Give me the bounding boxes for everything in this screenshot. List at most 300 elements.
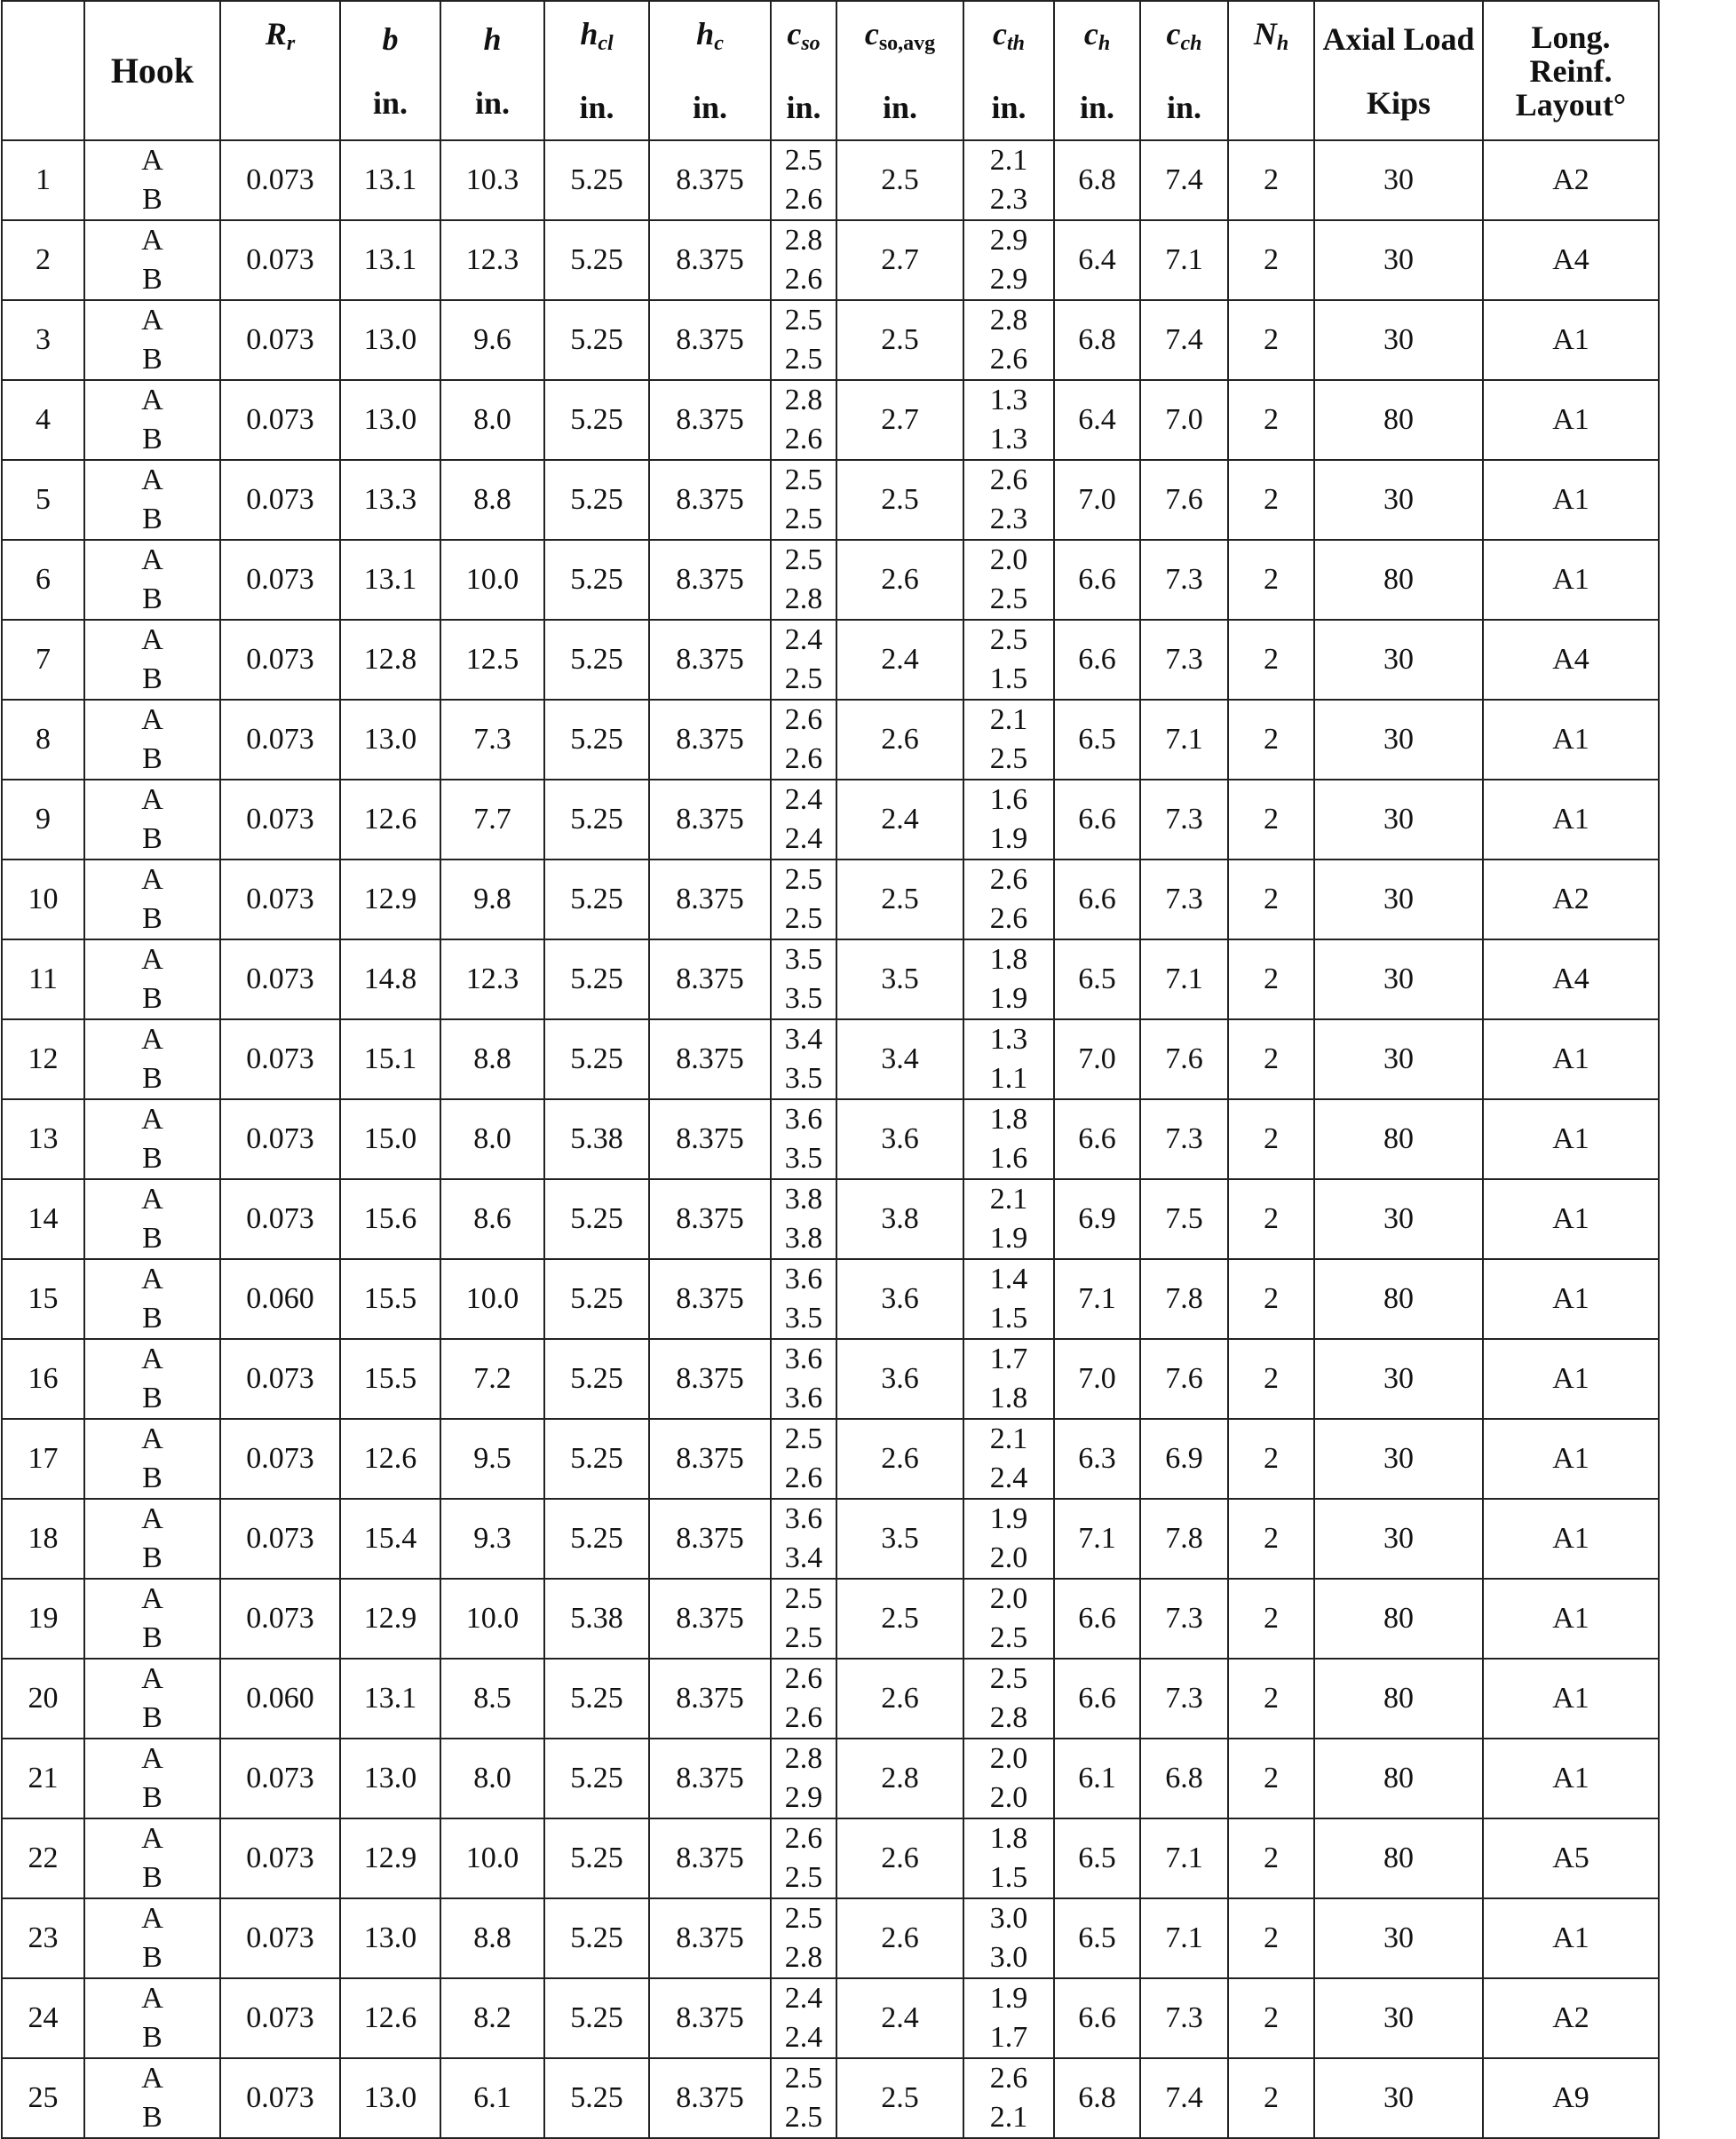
table-row bbox=[2, 1659, 1659, 1739]
cso-avg-value: 2.7 bbox=[836, 220, 963, 300]
cth-value-line: 1.7 bbox=[989, 1343, 1028, 1375]
layout-value: A9 bbox=[1483, 2058, 1659, 2138]
cso-value-line: 3.5 bbox=[784, 1302, 823, 1335]
axial-load-value: 80 bbox=[1314, 1739, 1483, 1818]
ch-value: 7.1 bbox=[1054, 1259, 1140, 1339]
hook-label-line: B bbox=[142, 2101, 163, 2134]
hook-labels bbox=[84, 140, 220, 220]
rr-value: 0.073 bbox=[220, 1179, 340, 1259]
hook-labels bbox=[84, 860, 220, 939]
hook-label-line: B bbox=[142, 1701, 163, 1734]
hook-label-line: B bbox=[142, 1541, 163, 1574]
cso-values bbox=[771, 1739, 836, 1818]
cso-value-line: 2.4 bbox=[784, 783, 823, 816]
b-value: 13.1 bbox=[340, 220, 440, 300]
h-value: 12.3 bbox=[440, 939, 544, 1019]
specimen-number: 17 bbox=[2, 1419, 84, 1499]
b-value: 12.6 bbox=[340, 1978, 440, 2058]
header-index bbox=[2, 1, 84, 140]
h-value: 9.6 bbox=[440, 300, 544, 380]
hook-labels bbox=[84, 1019, 220, 1099]
table-row bbox=[2, 140, 1659, 220]
cth-value-line: 2.8 bbox=[989, 304, 1028, 337]
table-body bbox=[2, 140, 1659, 2138]
cth-value-line: 1.9 bbox=[989, 1502, 1028, 1535]
header-rr: $R_r$ bbox=[220, 1, 340, 140]
table-row bbox=[2, 540, 1659, 620]
hook-labels bbox=[84, 1339, 220, 1419]
cso-value-line: 3.5 bbox=[784, 943, 823, 976]
cso-values bbox=[771, 1818, 836, 1898]
specimen-table bbox=[1, 0, 1660, 2139]
cch-value: 7.3 bbox=[1140, 860, 1228, 939]
cth-value-line: 2.5 bbox=[989, 742, 1028, 775]
h-value: 9.8 bbox=[440, 860, 544, 939]
cso-values bbox=[771, 1099, 836, 1179]
header-ch: $c_h$ in. bbox=[1054, 1, 1140, 140]
layout-value: A2 bbox=[1483, 1978, 1659, 2058]
cso-value-line: 2.4 bbox=[784, 1982, 823, 2015]
specimen-number: 5 bbox=[2, 460, 84, 540]
nh-value: 2 bbox=[1228, 780, 1314, 860]
cso-value-line: 2.5 bbox=[784, 543, 823, 576]
hook-label-line: A bbox=[141, 1023, 163, 1056]
cso-avg-value: 2.7 bbox=[836, 380, 963, 460]
cth-value-line: 1.4 bbox=[989, 1263, 1028, 1295]
axial-load-value: 30 bbox=[1314, 2058, 1483, 2138]
hcl-value: 5.25 bbox=[544, 220, 649, 300]
hook-labels bbox=[84, 1179, 220, 1259]
cso-avg-value: 2.5 bbox=[836, 1579, 963, 1659]
cso-value-line: 2.5 bbox=[784, 1861, 823, 1894]
table-row bbox=[2, 939, 1659, 1019]
cth-values bbox=[963, 1818, 1054, 1898]
hook-label-line: B bbox=[142, 902, 163, 935]
hook-label-line: B bbox=[142, 1462, 163, 1494]
rr-value: 0.073 bbox=[220, 2058, 340, 2138]
cth-value-line: 2.4 bbox=[989, 1462, 1028, 1494]
cso-values bbox=[771, 540, 836, 620]
cch-value: 7.5 bbox=[1140, 1179, 1228, 1259]
rr-value: 0.073 bbox=[220, 939, 340, 1019]
hc-value: 8.375 bbox=[649, 1978, 771, 2058]
cth-value-line: 1.8 bbox=[989, 1822, 1028, 1855]
h-value: 8.0 bbox=[440, 1739, 544, 1818]
hook-label-line: A bbox=[141, 1502, 163, 1535]
cch-value: 7.4 bbox=[1140, 300, 1228, 380]
nh-value: 2 bbox=[1228, 1579, 1314, 1659]
ch-value: 6.6 bbox=[1054, 780, 1140, 860]
layout-value: A2 bbox=[1483, 860, 1659, 939]
hook-label-line: B bbox=[142, 1062, 163, 1095]
axial-load-value: 30 bbox=[1314, 780, 1483, 860]
header-cso: $c_{so}$ in. bbox=[771, 1, 836, 140]
cso-value-line: 2.5 bbox=[784, 863, 823, 896]
b-value: 13.3 bbox=[340, 460, 440, 540]
hcl-value: 5.25 bbox=[544, 1339, 649, 1419]
hook-labels bbox=[84, 1419, 220, 1499]
cso-avg-value: 3.8 bbox=[836, 1179, 963, 1259]
cso-values bbox=[771, 1339, 836, 1419]
cso-avg-value: 2.5 bbox=[836, 2058, 963, 2138]
cth-value-line: 2.9 bbox=[989, 224, 1028, 257]
cth-values bbox=[963, 1499, 1054, 1579]
header-axial-load: Axial Load Kips bbox=[1314, 1, 1483, 140]
cth-values bbox=[963, 460, 1054, 540]
cso-values bbox=[771, 220, 836, 300]
cso-avg-value: 2.4 bbox=[836, 780, 963, 860]
hook-label-line: A bbox=[141, 863, 163, 896]
table-row bbox=[2, 1019, 1659, 1099]
axial-load-value: 80 bbox=[1314, 1259, 1483, 1339]
cch-value: 6.8 bbox=[1140, 1739, 1228, 1818]
specimen-number: 7 bbox=[2, 620, 84, 700]
cth-value-line: 2.0 bbox=[989, 1781, 1028, 1814]
ch-value: 6.9 bbox=[1054, 1179, 1140, 1259]
h-value: 10.0 bbox=[440, 1259, 544, 1339]
cth-values bbox=[963, 2058, 1054, 2138]
hc-value: 8.375 bbox=[649, 1659, 771, 1739]
header-cso-avg: $c_{so,avg}$ in. bbox=[836, 1, 963, 140]
hook-label-line: B bbox=[142, 2021, 163, 2054]
cso-avg-value: 2.5 bbox=[836, 140, 963, 220]
cso-value-line: 2.6 bbox=[784, 1662, 823, 1695]
cth-values bbox=[963, 1179, 1054, 1259]
layout-value: A1 bbox=[1483, 460, 1659, 540]
ch-value: 6.8 bbox=[1054, 140, 1140, 220]
cso-value-line: 3.6 bbox=[784, 1382, 823, 1414]
hook-label-line: A bbox=[141, 1982, 163, 2015]
nh-value: 2 bbox=[1228, 540, 1314, 620]
cth-value-line: 1.3 bbox=[989, 384, 1028, 416]
cth-values bbox=[963, 700, 1054, 780]
hook-labels bbox=[84, 1499, 220, 1579]
specimen-number: 20 bbox=[2, 1659, 84, 1739]
hcl-value: 5.25 bbox=[544, 1818, 649, 1898]
hc-value: 8.375 bbox=[649, 1419, 771, 1499]
hcl-value: 5.25 bbox=[544, 1019, 649, 1099]
cso-values bbox=[771, 1019, 836, 1099]
cth-value-line: 2.8 bbox=[989, 1701, 1028, 1734]
cso-value-line: 2.5 bbox=[784, 144, 823, 177]
table-row bbox=[2, 1339, 1659, 1419]
hcl-value: 5.25 bbox=[544, 1978, 649, 2058]
rr-value: 0.073 bbox=[220, 380, 340, 460]
hc-value: 8.375 bbox=[649, 620, 771, 700]
cso-value-line: 3.6 bbox=[784, 1502, 823, 1535]
rr-value: 0.073 bbox=[220, 220, 340, 300]
cth-values bbox=[963, 540, 1054, 620]
hc-value: 8.375 bbox=[649, 380, 771, 460]
nh-value: 2 bbox=[1228, 860, 1314, 939]
cso-avg-value: 3.5 bbox=[836, 1499, 963, 1579]
ch-value: 6.1 bbox=[1054, 1739, 1140, 1818]
cso-values bbox=[771, 1898, 836, 1978]
b-value: 12.6 bbox=[340, 1419, 440, 1499]
hc-value: 8.375 bbox=[649, 700, 771, 780]
cso-avg-value: 2.6 bbox=[836, 540, 963, 620]
nh-value: 2 bbox=[1228, 300, 1314, 380]
hc-value: 8.375 bbox=[649, 1739, 771, 1818]
rr-value: 0.073 bbox=[220, 1339, 340, 1419]
ch-value: 6.6 bbox=[1054, 860, 1140, 939]
nh-value: 2 bbox=[1228, 380, 1314, 460]
cth-value-line: 3.0 bbox=[989, 1941, 1028, 1974]
cch-value: 7.1 bbox=[1140, 220, 1228, 300]
hook-label-line: A bbox=[141, 783, 163, 816]
cth-value-line: 1.5 bbox=[989, 662, 1028, 695]
cso-value-line: 3.4 bbox=[784, 1541, 823, 1574]
hook-labels bbox=[84, 2058, 220, 2138]
cch-value: 7.3 bbox=[1140, 540, 1228, 620]
hook-label-line: A bbox=[141, 463, 163, 496]
cth-value-line: 1.8 bbox=[989, 1103, 1028, 1136]
table-row bbox=[2, 1179, 1659, 1259]
cth-values bbox=[963, 1259, 1054, 1339]
hook-label-line: A bbox=[141, 1103, 163, 1136]
b-value: 15.6 bbox=[340, 1179, 440, 1259]
table-row bbox=[2, 1419, 1659, 1499]
hc-value: 8.375 bbox=[649, 1818, 771, 1898]
hcl-value: 5.25 bbox=[544, 380, 649, 460]
axial-load-value: 80 bbox=[1314, 1818, 1483, 1898]
hc-value: 8.375 bbox=[649, 1019, 771, 1099]
cch-value: 7.3 bbox=[1140, 1099, 1228, 1179]
hc-value: 8.375 bbox=[649, 2058, 771, 2138]
cth-value-line: 2.5 bbox=[989, 1662, 1028, 1695]
axial-load-value: 30 bbox=[1314, 1499, 1483, 1579]
hook-label-line: B bbox=[142, 1222, 163, 1255]
hcl-value: 5.25 bbox=[544, 1659, 649, 1739]
hook-label-line: B bbox=[142, 1621, 163, 1654]
nh-value: 2 bbox=[1228, 1419, 1314, 1499]
ch-value: 6.8 bbox=[1054, 300, 1140, 380]
hc-value: 8.375 bbox=[649, 300, 771, 380]
hcl-value: 5.38 bbox=[544, 1099, 649, 1179]
header-row bbox=[2, 1, 1659, 140]
layout-value: A1 bbox=[1483, 1499, 1659, 1579]
specimen-number: 16 bbox=[2, 1339, 84, 1419]
h-value: 6.1 bbox=[440, 2058, 544, 2138]
nh-value: 2 bbox=[1228, 220, 1314, 300]
layout-value: A1 bbox=[1483, 1739, 1659, 1818]
h-value: 7.7 bbox=[440, 780, 544, 860]
axial-load-value: 30 bbox=[1314, 1978, 1483, 2058]
hook-label-line: B bbox=[142, 183, 163, 216]
cth-values bbox=[963, 860, 1054, 939]
cth-value-line: 2.0 bbox=[989, 1541, 1028, 1574]
ch-value: 7.0 bbox=[1054, 1339, 1140, 1419]
cso-value-line: 2.5 bbox=[784, 1582, 823, 1615]
specimen-number: 11 bbox=[2, 939, 84, 1019]
cth-value-line: 1.5 bbox=[989, 1302, 1028, 1335]
cso-values bbox=[771, 700, 836, 780]
cth-value-line: 2.6 bbox=[989, 863, 1028, 896]
cso-value-line: 3.6 bbox=[784, 1103, 823, 1136]
ch-value: 6.4 bbox=[1054, 220, 1140, 300]
cth-value-line: 1.6 bbox=[989, 783, 1028, 816]
b-value: 12.9 bbox=[340, 1579, 440, 1659]
hcl-value: 5.25 bbox=[544, 780, 649, 860]
cth-values bbox=[963, 140, 1054, 220]
h-value: 10.3 bbox=[440, 140, 544, 220]
header-cch: $c_{ch}$ in. bbox=[1140, 1, 1228, 140]
cth-value-line: 1.5 bbox=[989, 1861, 1028, 1894]
cth-value-line: 2.6 bbox=[989, 2062, 1028, 2095]
cso-avg-value: 3.5 bbox=[836, 939, 963, 1019]
layout-value: A1 bbox=[1483, 700, 1659, 780]
ch-value: 6.5 bbox=[1054, 1818, 1140, 1898]
cso-value-line: 2.5 bbox=[784, 1621, 823, 1654]
cth-value-line: 1.9 bbox=[989, 982, 1028, 1015]
cth-value-line: 2.0 bbox=[989, 1582, 1028, 1615]
ch-value: 6.5 bbox=[1054, 1898, 1140, 1978]
rr-value: 0.060 bbox=[220, 1659, 340, 1739]
cth-values bbox=[963, 300, 1054, 380]
ch-value: 7.0 bbox=[1054, 460, 1140, 540]
hook-label-line: A bbox=[141, 623, 163, 656]
cth-value-line: 1.3 bbox=[989, 1023, 1028, 1056]
b-value: 13.0 bbox=[340, 300, 440, 380]
hook-labels bbox=[84, 700, 220, 780]
nh-value: 2 bbox=[1228, 700, 1314, 780]
hook-label-line: B bbox=[142, 822, 163, 855]
nh-value: 2 bbox=[1228, 1259, 1314, 1339]
specimen-number: 24 bbox=[2, 1978, 84, 2058]
hook-label-line: A bbox=[141, 1183, 163, 1216]
hook-labels bbox=[84, 620, 220, 700]
cso-value-line: 2.5 bbox=[784, 343, 823, 376]
cth-value-line: 2.6 bbox=[989, 463, 1028, 496]
hook-label-line: B bbox=[142, 982, 163, 1015]
layout-value: A1 bbox=[1483, 1019, 1659, 1099]
axial-load-value: 30 bbox=[1314, 1419, 1483, 1499]
cso-value-line: 2.5 bbox=[784, 662, 823, 695]
table-row bbox=[2, 1259, 1659, 1339]
specimen-number: 3 bbox=[2, 300, 84, 380]
table-row bbox=[2, 1579, 1659, 1659]
hcl-value: 5.25 bbox=[544, 460, 649, 540]
table-row bbox=[2, 2058, 1659, 2138]
hook-label-line: A bbox=[141, 543, 163, 576]
axial-load-value: 80 bbox=[1314, 540, 1483, 620]
cso-avg-value: 3.4 bbox=[836, 1019, 963, 1099]
hook-labels bbox=[84, 780, 220, 860]
axial-load-value: 80 bbox=[1314, 380, 1483, 460]
cso-value-line: 2.4 bbox=[784, 822, 823, 855]
cth-values bbox=[963, 1099, 1054, 1179]
header-hc: $h_c$ in. bbox=[649, 1, 771, 140]
cch-value: 7.3 bbox=[1140, 1659, 1228, 1739]
h-value: 10.0 bbox=[440, 1579, 544, 1659]
b-value: 15.0 bbox=[340, 1099, 440, 1179]
hc-value: 8.375 bbox=[649, 939, 771, 1019]
specimen-number: 6 bbox=[2, 540, 84, 620]
cth-value-line: 2.0 bbox=[989, 543, 1028, 576]
nh-value: 2 bbox=[1228, 939, 1314, 1019]
hcl-value: 5.25 bbox=[544, 700, 649, 780]
hc-value: 8.375 bbox=[649, 1499, 771, 1579]
h-value: 9.3 bbox=[440, 1499, 544, 1579]
rr-value: 0.073 bbox=[220, 860, 340, 939]
hook-labels bbox=[84, 220, 220, 300]
b-value: 15.5 bbox=[340, 1259, 440, 1339]
layout-value: A1 bbox=[1483, 1659, 1659, 1739]
cth-values bbox=[963, 780, 1054, 860]
cso-avg-value: 2.6 bbox=[836, 1659, 963, 1739]
rr-value: 0.073 bbox=[220, 540, 340, 620]
table-row bbox=[2, 1978, 1659, 2058]
cso-avg-value: 2.4 bbox=[836, 1978, 963, 2058]
layout-value: A1 bbox=[1483, 780, 1659, 860]
b-value: 13.0 bbox=[340, 700, 440, 780]
cth-values bbox=[963, 1579, 1054, 1659]
axial-load-value: 30 bbox=[1314, 140, 1483, 220]
specimen-number: 18 bbox=[2, 1499, 84, 1579]
cso-avg-value: 2.6 bbox=[836, 1818, 963, 1898]
cth-value-line: 2.1 bbox=[989, 703, 1028, 736]
nh-value: 2 bbox=[1228, 1019, 1314, 1099]
hc-value: 8.375 bbox=[649, 140, 771, 220]
cth-values bbox=[963, 1739, 1054, 1818]
layout-value: A1 bbox=[1483, 1179, 1659, 1259]
h-value: 12.3 bbox=[440, 220, 544, 300]
hook-labels bbox=[84, 1259, 220, 1339]
cso-value-line: 2.8 bbox=[784, 582, 823, 615]
h-value: 8.5 bbox=[440, 1659, 544, 1739]
cso-values bbox=[771, 1419, 836, 1499]
cso-value-line: 2.6 bbox=[784, 423, 823, 456]
hcl-value: 5.25 bbox=[544, 620, 649, 700]
nh-value: 2 bbox=[1228, 460, 1314, 540]
b-value: 14.8 bbox=[340, 939, 440, 1019]
cth-value-line: 2.5 bbox=[989, 582, 1028, 615]
specimen-number: 19 bbox=[2, 1579, 84, 1659]
rr-value: 0.073 bbox=[220, 1898, 340, 1978]
layout-value: A1 bbox=[1483, 540, 1659, 620]
h-value: 8.8 bbox=[440, 460, 544, 540]
rr-value: 0.073 bbox=[220, 620, 340, 700]
cso-avg-value: 2.6 bbox=[836, 1419, 963, 1499]
cso-value-line: 2.5 bbox=[784, 2062, 823, 2095]
hc-value: 8.375 bbox=[649, 780, 771, 860]
cch-value: 6.9 bbox=[1140, 1419, 1228, 1499]
rr-value: 0.073 bbox=[220, 460, 340, 540]
cth-values bbox=[963, 220, 1054, 300]
h-value: 9.5 bbox=[440, 1419, 544, 1499]
cso-value-line: 3.5 bbox=[784, 1062, 823, 1095]
specimen-number: 15 bbox=[2, 1259, 84, 1339]
nh-value: 2 bbox=[1228, 1739, 1314, 1818]
ch-value: 6.8 bbox=[1054, 2058, 1140, 2138]
hook-label-line: B bbox=[142, 582, 163, 615]
axial-load-value: 80 bbox=[1314, 1099, 1483, 1179]
b-value: 13.0 bbox=[340, 2058, 440, 2138]
axial-load-value: 30 bbox=[1314, 700, 1483, 780]
h-value: 10.0 bbox=[440, 540, 544, 620]
cth-value-line: 3.0 bbox=[989, 1902, 1028, 1935]
b-value: 12.6 bbox=[340, 780, 440, 860]
header-cth: $c_{th}$ in. bbox=[963, 1, 1054, 140]
cso-avg-value: 2.6 bbox=[836, 700, 963, 780]
hook-label-line: B bbox=[142, 263, 163, 296]
layout-value: A2 bbox=[1483, 140, 1659, 220]
axial-load-value: 80 bbox=[1314, 1579, 1483, 1659]
rr-value: 0.073 bbox=[220, 1739, 340, 1818]
cso-values bbox=[771, 939, 836, 1019]
hcl-value: 5.25 bbox=[544, 140, 649, 220]
hook-label-line: B bbox=[142, 1861, 163, 1894]
